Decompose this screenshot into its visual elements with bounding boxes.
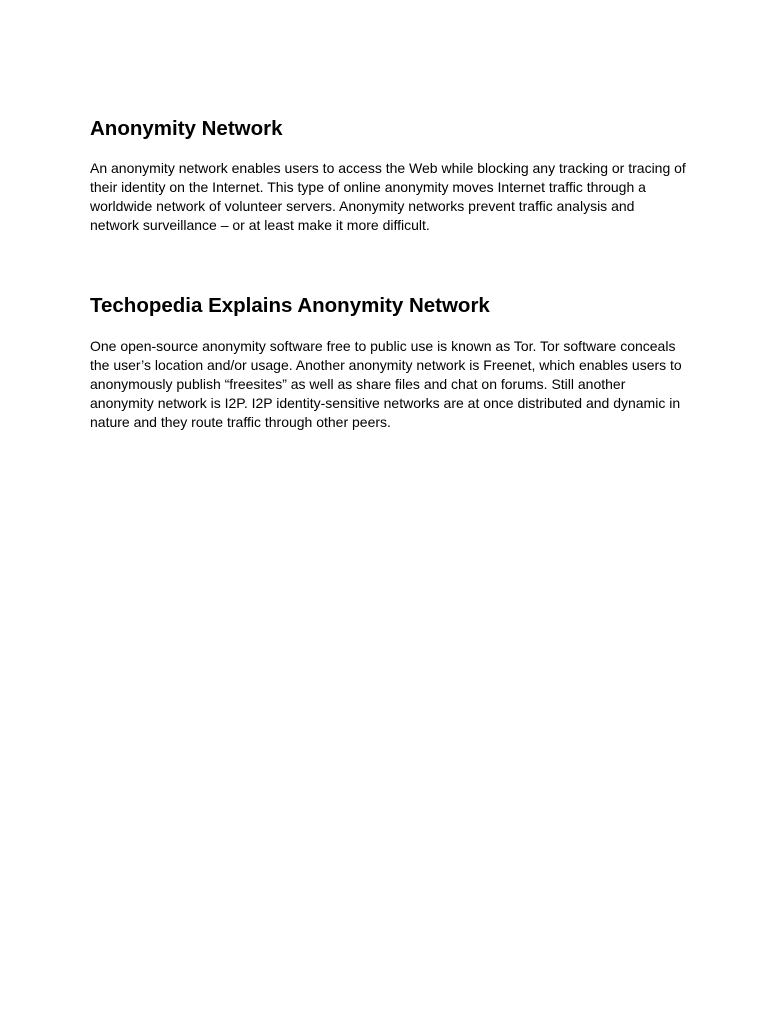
- paragraph-line: network surveillance – or at least make it more difficult.: [90, 216, 430, 233]
- paragraph-line: worldwide network of volunteer servers. Anonymity networks prevent traffic analysis and: [90, 197, 635, 214]
- paragraph-line: anonymously publish “freesites” as well as share files and chat on forums. Still another: [90, 375, 626, 392]
- paragraph-line: An anonymity network enables users to access the Web while blocking any tracking or tracing of: [90, 160, 686, 176]
- section-heading-techopedia-explains: Techopedia Explains Anonymity Network: [90, 294, 490, 317]
- paragraph-line: anonymity network is I2P. I2P identity-sensitive networks are at once distributed and dynamic in: [90, 394, 681, 411]
- section-paragraph-anonymity-network: [90, 159, 690, 235]
- paragraph-line: nature and they route traffic through other peers.: [90, 413, 391, 430]
- section-paragraph-techopedia-explains: [90, 337, 690, 432]
- paragraph-line: One open-source anonymity software free to public use is known as Tor. Tor software conceals: [90, 338, 676, 354]
- section-heading-anonymity-network: Anonymity Network: [90, 117, 283, 140]
- paragraph-line: their identity on the Internet. This type of online anonymity moves Internet traffic through a: [90, 178, 646, 195]
- paragraph-line: the user’s location and/or usage. Another anonymity network is Freenet, which enables users to: [90, 356, 682, 373]
